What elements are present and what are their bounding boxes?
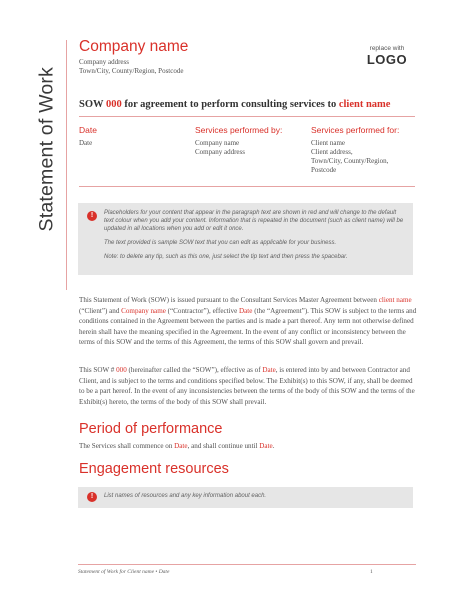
body-paragraph-1 (79, 295, 417, 348)
logo-caption: replace with (369, 45, 405, 52)
info-column-header: Date (79, 125, 97, 135)
date-placeholder: Date (259, 442, 273, 450)
company-name-placeholder: Company name (121, 306, 166, 315)
text-run: , is entered into by and between Contractor and Client, and is subject to the terms and conditions specified below. The Exhibit(s) to this SOW, if any, shall be deemed to be a part hereof. In the event of any inconsistencies between the terms of the body of this SOW and the terms of the Exhibit(s) hereto, the terms of the body of this SOW shall prevail. (79, 366, 415, 406)
info-column-line: Company name (195, 139, 240, 147)
text-run: (the “Agreement”). This SOW is subject to the terms and conditions contained in the Agreement between the parties and is made a part thereof. Any term not otherwise defined herein shall have the meaning specified in the Agreement. In the event of any conflict or inconsistency between the terms of this SOW and the terms of this Agreement, the terms of this SOW shall govern and prevail. (79, 306, 417, 346)
info-column-header: Services performed for: (311, 125, 400, 135)
sow-heading-prefix: SOW (79, 99, 106, 110)
tip-paragraph: The text provided is sample SOW text that you can edit as applicable for your business. (104, 240, 337, 246)
info-column-date (79, 125, 184, 148)
section-heading-period: Period of performance (79, 421, 223, 437)
info-icon: ! (87, 492, 97, 502)
sow-heading (79, 99, 390, 110)
footer-divider (78, 564, 416, 565)
company-address-line2: Town/City, County/Region, Postcode (79, 67, 184, 75)
sow-number: 000 (105, 99, 122, 110)
text-run: This Statement of Work (SOW) is issued pursuant to the Consultant Services Master Agreement between (79, 296, 379, 304)
sow-heading-middle: for agreement to perform consulting services to (121, 99, 339, 110)
page-number: 1 (370, 569, 373, 575)
text-run: (“Contractor”), effective (165, 306, 240, 315)
info-column-line: Town/City, County/Region, (311, 157, 389, 165)
tip-text (104, 209, 404, 267)
info-divider (79, 186, 415, 187)
info-column-performed-for (311, 125, 416, 175)
body-paragraph-2 (79, 365, 417, 407)
text-run: . (272, 442, 275, 450)
text-run: This SOW # (79, 366, 117, 374)
text-run: , and shall continue until (187, 442, 260, 450)
info-column-line: Postcode (311, 166, 337, 174)
info-column-line: Client name (311, 139, 346, 147)
heading-divider (79, 116, 415, 117)
date-placeholder: Date (262, 366, 276, 374)
client-name-placeholder: client name (378, 296, 412, 304)
sow-client-name: client name (338, 99, 391, 110)
info-column-line: Client address, (311, 148, 353, 156)
footer-text: Statement of Work for Client name • Date (78, 569, 170, 575)
sow-number-placeholder: 000 (116, 366, 127, 374)
info-column-header: Services performed by: (195, 125, 283, 135)
company-name: Company name (79, 38, 189, 55)
info-column-line: Date (79, 139, 93, 147)
text-run: The Services shall commence on (79, 442, 175, 450)
tip-paragraph: Note: to delete any tip, such as this one, just select the tip text and then press the spacebar. (104, 254, 348, 260)
resources-tip-text: List names of resources and any key information about each. (104, 493, 267, 499)
info-column-line: Company address (195, 148, 245, 156)
info-column-performed-by (195, 125, 303, 157)
text-run: (“Client”) and (79, 306, 122, 315)
section-heading-resources: Engagement resources (79, 461, 229, 477)
tip-paragraph: Placeholders for your content that appear in the paragraph text are shown in red and will change to the default text colour when you add your content. Information that is repeated in the document (such as client name) will be updated in all locations when you add or edit it once. (104, 210, 404, 232)
company-address-line1: Company address (79, 58, 129, 66)
date-placeholder: Date (174, 442, 188, 450)
logo-placeholder: LOGO (366, 52, 408, 67)
text-run: (hereinafter called the “SOW”), effective as of (126, 366, 263, 374)
side-title-divider (66, 40, 67, 290)
side-title: Statement of Work (35, 66, 58, 232)
company-address (79, 58, 183, 76)
date-placeholder: Date (239, 306, 253, 315)
info-icon: ! (87, 211, 97, 221)
period-paragraph (79, 441, 417, 452)
